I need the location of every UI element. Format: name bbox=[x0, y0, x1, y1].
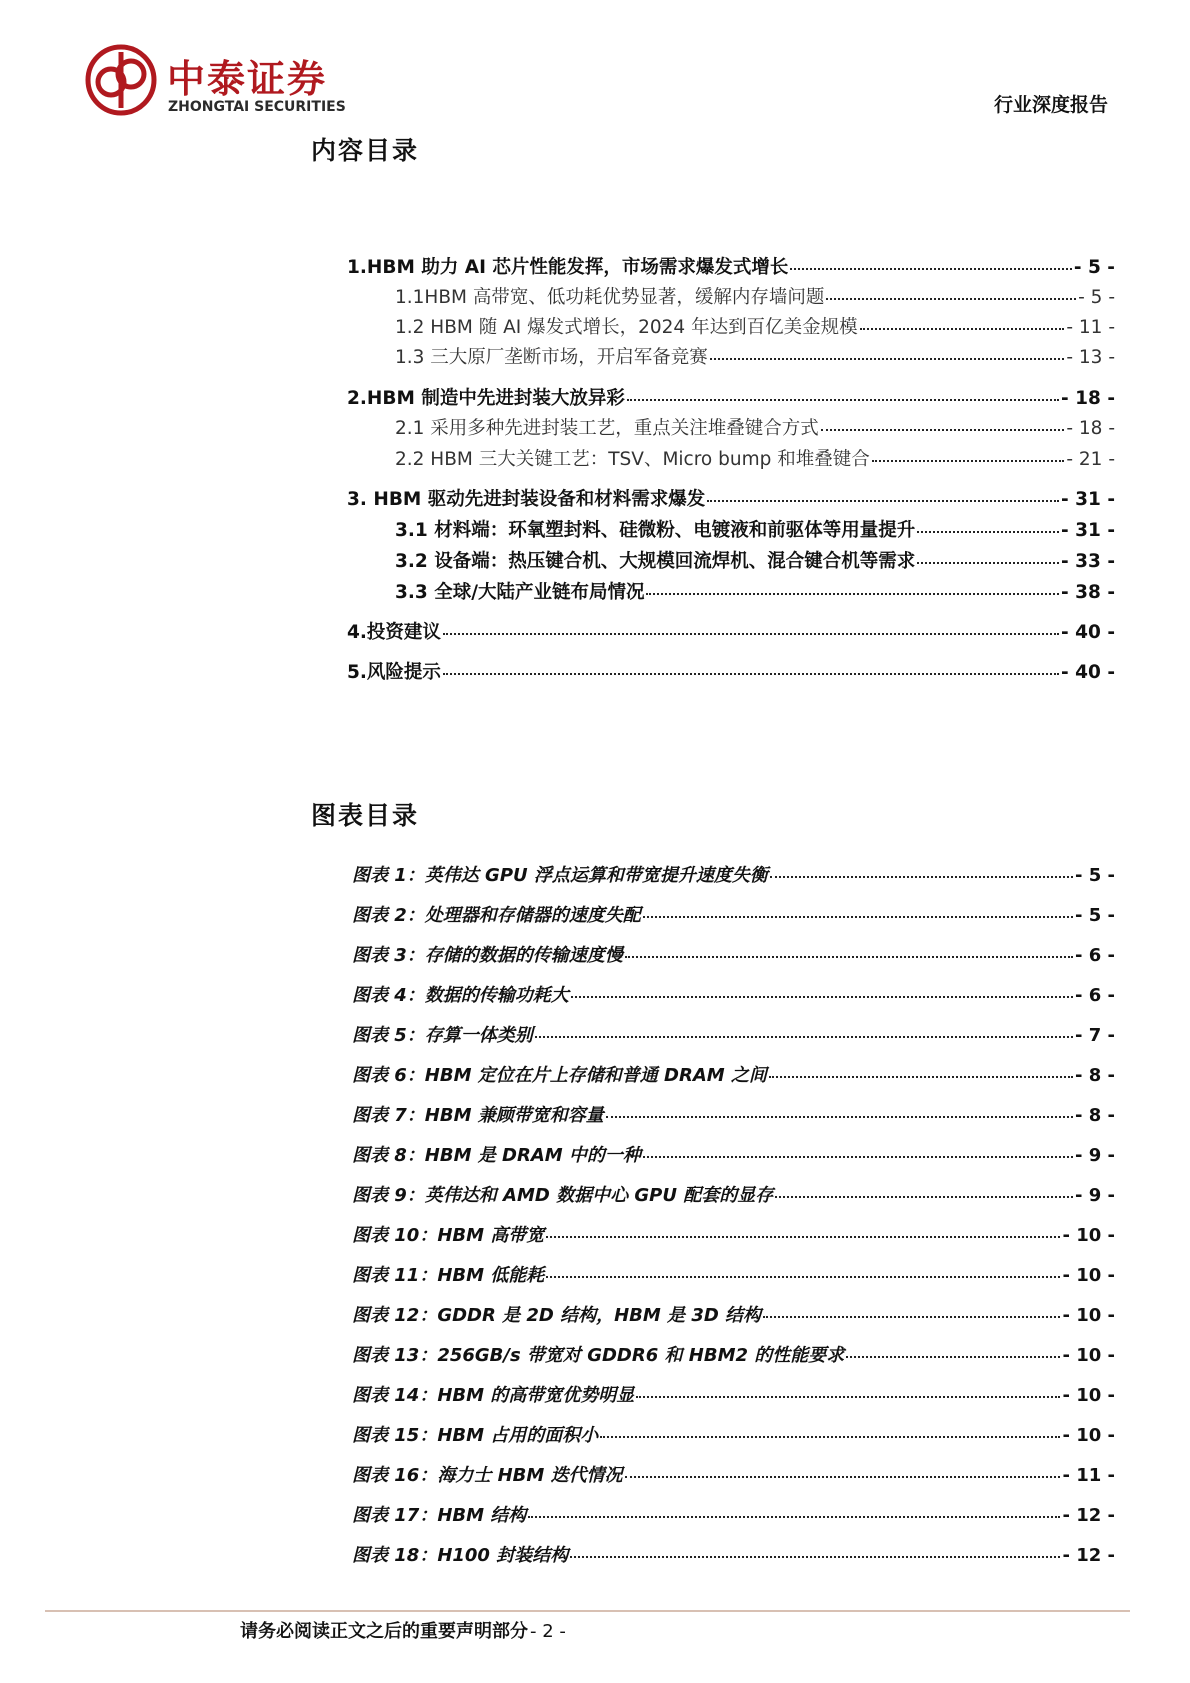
dot-leader bbox=[600, 1436, 1060, 1438]
toc-entry-page: - 31 - bbox=[1061, 520, 1115, 541]
toc-title: 内容目录 bbox=[311, 136, 420, 165]
toc-entry-label: 2.1 采用多种先进封装工艺，重点关注堆叠键合方式 bbox=[395, 418, 819, 439]
toc-entry-page: - 5 - bbox=[1073, 257, 1115, 278]
figure-entry-page: - 12 - bbox=[1062, 1545, 1115, 1566]
dot-leader bbox=[643, 1156, 1073, 1158]
toc-entry-label: 2.HBM 制造中先进封装大放异彩 bbox=[347, 388, 625, 409]
company-logo bbox=[85, 44, 365, 120]
figure-entry-page: - 10 - bbox=[1062, 1425, 1115, 1446]
figure-entry[interactable] bbox=[352, 861, 1115, 887]
figure-entry-page: - 7 - bbox=[1075, 1025, 1115, 1046]
figure-entry-page: - 10 - bbox=[1062, 1225, 1115, 1246]
toc-entry-label: 4.投资建议 bbox=[347, 622, 441, 643]
figure-entry-page: - 8 - bbox=[1075, 1105, 1115, 1126]
figure-entry[interactable] bbox=[352, 1301, 1115, 1327]
figure-entry[interactable] bbox=[352, 1461, 1115, 1487]
figure-entry[interactable] bbox=[352, 941, 1115, 967]
toc-entry[interactable] bbox=[347, 485, 1115, 511]
toc-entry-label: 3.3 全球/大陆产业链布局情况 bbox=[395, 582, 645, 603]
dot-leader bbox=[627, 399, 1059, 401]
figure-entry[interactable] bbox=[352, 1101, 1115, 1127]
figure-entry-page: - 8 - bbox=[1075, 1065, 1115, 1086]
toc-entry[interactable] bbox=[347, 384, 1115, 410]
figure-entry-page: - 10 - bbox=[1062, 1385, 1115, 1406]
figure-entry[interactable] bbox=[352, 981, 1115, 1007]
figure-entry-label: 图表 16：海力士 HBM 迭代情况 bbox=[352, 1465, 623, 1486]
footer bbox=[240, 1617, 566, 1643]
dot-leader bbox=[821, 429, 1065, 431]
zhongtai-logo-icon bbox=[85, 44, 157, 116]
dot-leader bbox=[846, 1356, 1060, 1358]
figure-entry-page: - 10 - bbox=[1062, 1265, 1115, 1286]
report-type: 行业深度报告 bbox=[993, 94, 1108, 116]
figure-entry-label: 图表 3：存储的数据的传输速度慢 bbox=[352, 945, 623, 966]
figure-entry-label: 图表 13：256GB/s 带宽对 GDDR6 和 HBM2 的性能要求 bbox=[352, 1345, 845, 1366]
figure-entry-label: 图表 6：HBM 定位在片上存储和普通 DRAM 之间 bbox=[352, 1065, 767, 1086]
toc-entry-page: - 18 - bbox=[1061, 388, 1115, 409]
toc-entry[interactable] bbox=[395, 578, 1115, 604]
dot-leader bbox=[546, 1236, 1060, 1238]
toc-entry-label: 1.HBM 助力 AI 芯片性能发挥，市场需求爆发式增长 bbox=[347, 257, 789, 278]
toc-entry[interactable] bbox=[395, 516, 1115, 542]
toc-entry-label: 1.3 三大原厂垄断市场，开启军备竞赛 bbox=[395, 347, 708, 368]
figure-entry[interactable] bbox=[352, 1381, 1115, 1407]
dot-leader bbox=[570, 1556, 1060, 1558]
figure-entry-label: 图表 10：HBM 高带宽 bbox=[352, 1225, 545, 1246]
toc-entry-page: - 11 - bbox=[1066, 317, 1115, 338]
figure-entry-page: - 5 - bbox=[1075, 905, 1115, 926]
toc-entry-page: - 21 - bbox=[1066, 449, 1115, 470]
figure-entry[interactable] bbox=[352, 1221, 1115, 1247]
figure-entry[interactable] bbox=[352, 1341, 1115, 1367]
figure-entry-label: 图表 15：HBM 占用的面积小 bbox=[352, 1425, 599, 1446]
toc-entry[interactable] bbox=[395, 414, 1115, 440]
toc-entry-page: - 40 - bbox=[1061, 622, 1115, 643]
dot-leader bbox=[606, 1116, 1073, 1118]
toc-entry-label: 1.1HBM 高带宽、低功耗优势显著，缓解内存墙问题 bbox=[395, 287, 825, 308]
dot-leader bbox=[763, 1316, 1060, 1318]
toc-entry[interactable] bbox=[347, 618, 1115, 644]
figure-entry-label: 图表 12：GDDR 是 2D 结构，HBM 是 3D 结构 bbox=[352, 1305, 762, 1326]
toc-entry-page: - 38 - bbox=[1061, 582, 1115, 603]
dot-leader bbox=[826, 298, 1076, 300]
figure-entry-page: - 9 - bbox=[1075, 1185, 1115, 1206]
figure-entry-label: 图表 14：HBM 的高带宽优势明显 bbox=[352, 1385, 635, 1406]
dot-leader bbox=[571, 996, 1073, 998]
figure-entry[interactable] bbox=[352, 1501, 1115, 1527]
toc-entry-page: - 33 - bbox=[1061, 551, 1115, 572]
dot-leader bbox=[707, 500, 1059, 502]
figure-entry[interactable] bbox=[352, 1061, 1115, 1087]
dot-leader bbox=[917, 562, 1059, 564]
toc-entry[interactable] bbox=[347, 658, 1115, 684]
figure-entry-page: - 9 - bbox=[1075, 1145, 1115, 1166]
dot-leader bbox=[769, 1076, 1073, 1078]
figure-entry-label: 图表 9：英伟达和 AMD 数据中心 GPU 配套的显存 bbox=[352, 1185, 774, 1206]
figure-entry-label: 图表 11：HBM 低能耗 bbox=[352, 1265, 545, 1286]
dot-leader bbox=[860, 328, 1065, 330]
figure-entry[interactable] bbox=[352, 1181, 1115, 1207]
figure-entry-label: 图表 8：HBM 是 DRAM 中的一种 bbox=[352, 1145, 641, 1166]
dot-leader bbox=[443, 633, 1059, 635]
figure-entry-page: - 6 - bbox=[1075, 945, 1115, 966]
toc-entry-label: 3.2 设备端：热压键合机、大规模回流焊机、混合键合机等需求 bbox=[395, 551, 916, 572]
dot-leader bbox=[443, 673, 1059, 675]
figure-entry[interactable] bbox=[352, 1421, 1115, 1447]
toc-entry-label: 5.风险提示 bbox=[347, 662, 441, 683]
dot-leader bbox=[535, 1036, 1073, 1038]
dot-leader bbox=[636, 1396, 1060, 1398]
dot-leader bbox=[790, 268, 1071, 270]
footer-divider bbox=[45, 1610, 1130, 1612]
figure-entry[interactable] bbox=[352, 901, 1115, 927]
toc-entry[interactable] bbox=[395, 313, 1115, 339]
dot-leader bbox=[872, 460, 1065, 462]
figure-entry[interactable] bbox=[352, 1141, 1115, 1167]
toc-entry-label: 3. HBM 驱动先进封装设备和材料需求爆发 bbox=[347, 489, 706, 510]
figure-entry-label: 图表 4：数据的传输功耗大 bbox=[352, 985, 569, 1006]
dot-leader bbox=[770, 876, 1073, 878]
dot-leader bbox=[917, 531, 1059, 533]
figure-entry-label: 图表 7：HBM 兼顾带宽和容量 bbox=[352, 1105, 604, 1126]
figure-entry-label: 图表 2：处理器和存储器的速度失配 bbox=[352, 905, 641, 926]
toc-entry[interactable] bbox=[347, 253, 1115, 279]
toc-entry-label: 3.1 材料端：环氧塑封料、硅微粉、电镀液和前驱体等用量提升 bbox=[395, 520, 916, 541]
brand-name-en: ZHONGTAI SECURITIES bbox=[168, 99, 346, 115]
figure-entry-page: - 10 - bbox=[1062, 1345, 1115, 1366]
figure-entry[interactable] bbox=[352, 1261, 1115, 1287]
figure-entry-page: - 10 - bbox=[1062, 1305, 1115, 1326]
dot-leader bbox=[775, 1196, 1073, 1198]
toc-entry-page: - 18 - bbox=[1066, 418, 1115, 439]
dot-leader bbox=[625, 1476, 1061, 1478]
toc-entry-page: - 40 - bbox=[1061, 662, 1115, 683]
toc-entry-page: - 31 - bbox=[1061, 489, 1115, 510]
dot-leader bbox=[710, 358, 1065, 360]
toc-entry-label: 1.2 HBM 随 AI 爆发式增长，2024 年达到百亿美金规模 bbox=[395, 317, 858, 338]
figure-entry[interactable] bbox=[352, 1541, 1115, 1567]
figure-entry-page: - 12 - bbox=[1062, 1505, 1115, 1526]
figure-entry-page: - 5 - bbox=[1075, 865, 1115, 886]
figure-entry-label: 图表 1：英伟达 GPU 浮点运算和带宽提升速度失衡 bbox=[352, 865, 768, 886]
toc-entry[interactable] bbox=[395, 547, 1115, 573]
dot-leader bbox=[546, 1276, 1060, 1278]
disclaimer-notice: 请务必阅读正文之后的重要声明部分 bbox=[240, 1621, 528, 1642]
figure-list-title: 图表目录 bbox=[311, 801, 420, 830]
dot-leader bbox=[643, 916, 1073, 918]
toc-entry[interactable] bbox=[395, 445, 1115, 471]
dot-leader bbox=[646, 593, 1059, 595]
toc-entry[interactable] bbox=[395, 283, 1115, 309]
figure-entry-label: 图表 5：存算一体类别 bbox=[352, 1025, 533, 1046]
figure-entry-page: - 6 - bbox=[1075, 985, 1115, 1006]
figure-entry-label: 图表 17：HBM 结构 bbox=[352, 1505, 527, 1526]
figure-entry[interactable] bbox=[352, 1021, 1115, 1047]
toc-entry-page: - 5 - bbox=[1078, 287, 1115, 308]
dot-leader bbox=[625, 956, 1073, 958]
figure-entry-page: - 11 - bbox=[1062, 1465, 1115, 1486]
page-number: - 2 - bbox=[530, 1621, 566, 1642]
toc-entry-page: - 13 - bbox=[1066, 347, 1115, 368]
toc-entry-label: 2.2 HBM 三大关键工艺：TSV、Micro bump 和堆叠键合 bbox=[395, 449, 870, 470]
brand-name-cn: 中泰证券 bbox=[167, 57, 328, 101]
figure-entry-label: 图表 18：H100 封装结构 bbox=[352, 1545, 569, 1566]
dot-leader bbox=[528, 1516, 1060, 1518]
toc-entry[interactable] bbox=[395, 343, 1115, 369]
